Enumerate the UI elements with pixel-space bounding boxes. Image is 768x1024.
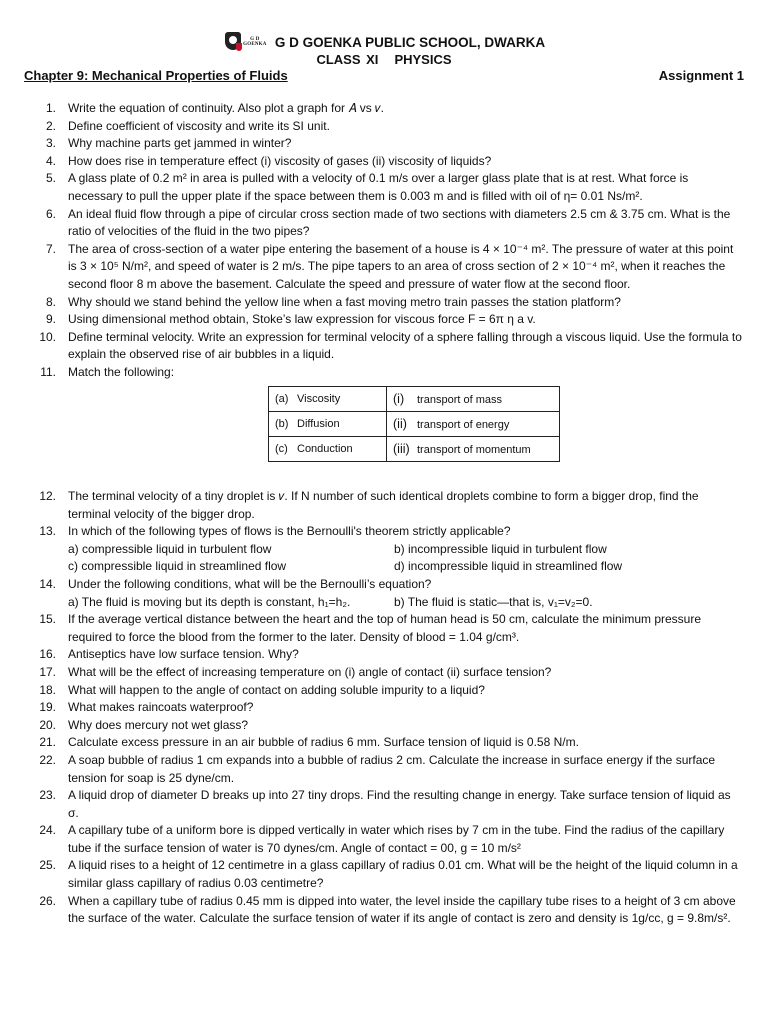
question-item <box>0 611 768 646</box>
question-number: 2. <box>45 118 56 133</box>
question-item <box>0 294 768 312</box>
question-number: 18. <box>39 682 56 697</box>
question-number: 5. <box>45 171 56 186</box>
option-grid <box>68 594 742 612</box>
match-left-term: Diffusion <box>297 418 340 430</box>
school-logo <box>223 32 267 52</box>
question-text: An ideal fluid flow through a pipe of circular cross section made of two sections with diameters 2.5 cm & 3.75 cm. What is the ratio of velocities of the fluid in the two pipes? <box>68 206 731 239</box>
option-item: c) compressible liquid in streamlined flow <box>68 559 287 574</box>
question-number: 25. <box>39 858 56 873</box>
question-text: Using dimensional method obtain, Stoke’s law expression for viscous force F = 6π η a v. <box>68 312 536 327</box>
question-text: Why machine parts get jammed in winter? <box>68 136 292 151</box>
option-item: d) incompressible liquid in streamlined flow <box>394 559 623 574</box>
question-number: 7. <box>45 241 56 256</box>
match-left-cell <box>269 437 387 462</box>
question-text: Match the following: <box>68 364 175 379</box>
question-text: What makes raincoats waterproof? <box>68 700 254 715</box>
question-text: A liquid rises to a height of 12 centimetre in a glass capillary of radius 0.01 cm. What will be the height of the liquid column in a similar glass capillary of radius 0.03 centimetre? <box>68 858 738 891</box>
match-left-label: (c) <box>275 443 288 455</box>
question-number: 15. <box>39 612 56 627</box>
question-item <box>0 646 768 664</box>
match-row <box>269 437 560 462</box>
question-number: 14. <box>39 576 56 591</box>
question-number: 22. <box>39 752 56 767</box>
class-label: CLASS XI <box>316 52 379 67</box>
question-text: Define terminal velocity. Write an expression for terminal velocity of a sphere falling through a viscous liquid. Use the formula to explain the observed rise of air bubbles in a liquid. <box>68 329 742 362</box>
match-right-term: transport of momentum <box>417 444 531 456</box>
match-left-label: (a) <box>275 393 289 405</box>
option-grid <box>68 541 742 576</box>
question-text: What will be the effect of increasing temperature on (i) angle of contact (ii) surface tension? <box>68 664 552 679</box>
match-right-label: (iii) <box>393 442 410 456</box>
chapter-row <box>24 68 744 84</box>
question-item <box>0 822 768 857</box>
question-text: The terminal velocity of a tiny droplet is 𝑣. If N number of such identical droplets combine to form a bigger drop, find the terminal velocity of the bigger drop. <box>68 489 699 521</box>
match-row <box>269 412 560 437</box>
question-text: Why should we stand behind the yellow line when a fast moving metro train passes the station platform? <box>68 294 621 309</box>
assignment-label: Assignment 1 <box>658 68 744 83</box>
question-item <box>0 576 768 611</box>
question-number: 16. <box>39 647 56 662</box>
match-left-cell <box>269 412 387 437</box>
question-number: 1. <box>45 101 56 115</box>
question-number: 21. <box>39 735 56 750</box>
match-table <box>268 386 560 462</box>
question-number: 19. <box>39 700 56 715</box>
question-text: A liquid drop of diameter D breaks up into 27 tiny drops. Find the resulting change in energy. Take surface tension of liquid as σ. <box>68 788 731 820</box>
question-text: When a capillary tube of radius 0.45 mm is dipped into water, the level inside the capillary tube rises to a height of 3 cm above the surface of the water. Calculate the surface tension of water if its angle of contact is zero and density is 1g/cc, g = 9.8m/s². <box>68 893 736 926</box>
question-number: 23. <box>39 788 56 803</box>
question-number: 20. <box>39 717 56 732</box>
school-line <box>0 33 768 51</box>
question-item <box>0 135 768 153</box>
question-text: How does rise in temperature effect (i) viscosity of gases (ii) viscosity of liquids? <box>68 153 492 168</box>
question-text: A capillary tube of a uniform bore is dipped vertically in water which rises by 7 cm in the tube. Find the radius of the capillary tube if the surface tension of water is 70 dynes/cm. Angle of contact = 00, g = 10 m/s² <box>68 823 725 855</box>
question-number: 12. <box>39 489 56 503</box>
question-text: Antiseptics have low surface tension. Why? <box>68 647 299 662</box>
question-text: What will happen to the angle of contact on adding soluble impurity to a liquid? <box>68 682 485 697</box>
question-item <box>0 488 768 523</box>
question-text: The area of cross-section of a water pipe entering the basement of a house is 4 × 10⁻⁴ m². The pressure of water at this point is 3 × 10⁵ N/m², and speed of water is 2 m/s. The pipe tapers to an area of cross section of 2 × 10⁻⁴ m², when it reaches the second floor 8 m above the basement. Calculate the speed and pressure of water flow at the second floor. <box>68 241 734 291</box>
question-number: 26. <box>39 893 56 908</box>
option-item: a) The fluid is moving but its depth is constant, h₁=h₂. <box>68 594 351 609</box>
question-item <box>0 664 768 682</box>
question-item <box>0 100 768 118</box>
question-text: In which of the following types of flows is the Bernoulli's theorem strictly applicable? <box>68 524 511 539</box>
match-left-label: (b) <box>275 418 289 430</box>
question-number: 6. <box>45 206 56 221</box>
question-item <box>0 752 768 787</box>
question-item <box>0 118 768 136</box>
match-left-cell <box>269 387 387 412</box>
question-number: 8. <box>45 294 56 309</box>
match-right-cell <box>387 412 560 437</box>
question-text: If the average vertical distance between the heart and the top of human head is 50 cm, calculate the minimum pressure required to force the blood from the former to the later. Density of blood = 1.04 g/cm³. <box>68 612 702 644</box>
question-text: Why does mercury not wet glass? <box>68 717 249 732</box>
question-item <box>0 717 768 735</box>
option-item: a) compressible liquid in turbulent flow <box>68 541 272 556</box>
subject-label: PHYSICS <box>394 52 452 67</box>
question-item <box>0 523 768 576</box>
option-item: b) incompressible liquid in turbulent flow <box>394 541 607 556</box>
question-number: 4. <box>45 153 56 168</box>
option-item: b) The fluid is static—that is, v₁=v₂=0. <box>394 594 593 609</box>
question-number: 13. <box>39 524 56 539</box>
match-left-term: Viscosity <box>297 393 341 405</box>
question-number: 9. <box>45 312 56 327</box>
question-item <box>0 699 768 717</box>
match-right-term: transport of mass <box>417 394 502 406</box>
match-row <box>269 387 560 412</box>
question-number: 17. <box>39 664 56 679</box>
document-header <box>0 33 768 67</box>
question-item <box>0 787 768 822</box>
question-text: Under the following conditions, what will be the Bernoulli’s equation? <box>68 576 432 591</box>
match-left-term: Conduction <box>297 443 353 455</box>
question-item <box>0 893 768 928</box>
match-right-label: (ii) <box>393 417 407 431</box>
question-text: A soap bubble of radius 1 cm expands into a bubble of radius 2 cm. Calculate the increase in surface energy if the surface tension for soap is 25 dyne/cm. <box>68 752 716 785</box>
match-right-term: transport of energy <box>417 419 510 431</box>
question-item <box>0 206 768 241</box>
question-list-part-1 <box>0 100 768 382</box>
match-right-cell <box>387 437 560 462</box>
question-number: 3. <box>45 136 56 151</box>
question-item <box>0 241 768 294</box>
question-number: 11. <box>40 364 56 379</box>
question-item <box>0 329 768 364</box>
question-number: 24. <box>39 823 56 838</box>
question-item <box>0 364 768 382</box>
question-text: Calculate excess pressure in an air bubble of radius 6 mm. Surface tension of liquid is 0.58 N/m. <box>68 735 579 750</box>
question-number: 10. <box>39 329 56 344</box>
class-subject-line <box>0 52 768 67</box>
question-text: A glass plate of 0.2 m² in area is pulled with a velocity of 0.1 m/s over a larger glass plate that is at rest. What force is necessary to pull the upper plate if the space between them is 0.003 m and is filled with oil of η= 0.01 Ns/m². <box>68 171 689 203</box>
question-text: Define coefficient of viscosity and write its SI unit. <box>68 118 330 133</box>
question-item <box>0 857 768 892</box>
question-text: Write the equation of continuity. Also plot a graph for 𝐴 vs 𝑣. <box>68 101 385 115</box>
question-item <box>0 153 768 171</box>
question-item <box>0 311 768 329</box>
school-name: G D GOENKA PUBLIC SCHOOL, DWARKA <box>274 34 546 50</box>
logo-red-mark <box>236 43 242 51</box>
match-right-label: (i) <box>393 392 405 406</box>
logo-text: G D GOENKA <box>243 37 267 47</box>
question-list-part-2 <box>0 488 768 928</box>
chapter-title: Chapter 9: Mechanical Properties of Fluids <box>24 68 288 83</box>
question-item <box>0 682 768 700</box>
match-right-cell <box>387 387 560 412</box>
question-item <box>0 170 768 205</box>
question-item <box>0 734 768 752</box>
